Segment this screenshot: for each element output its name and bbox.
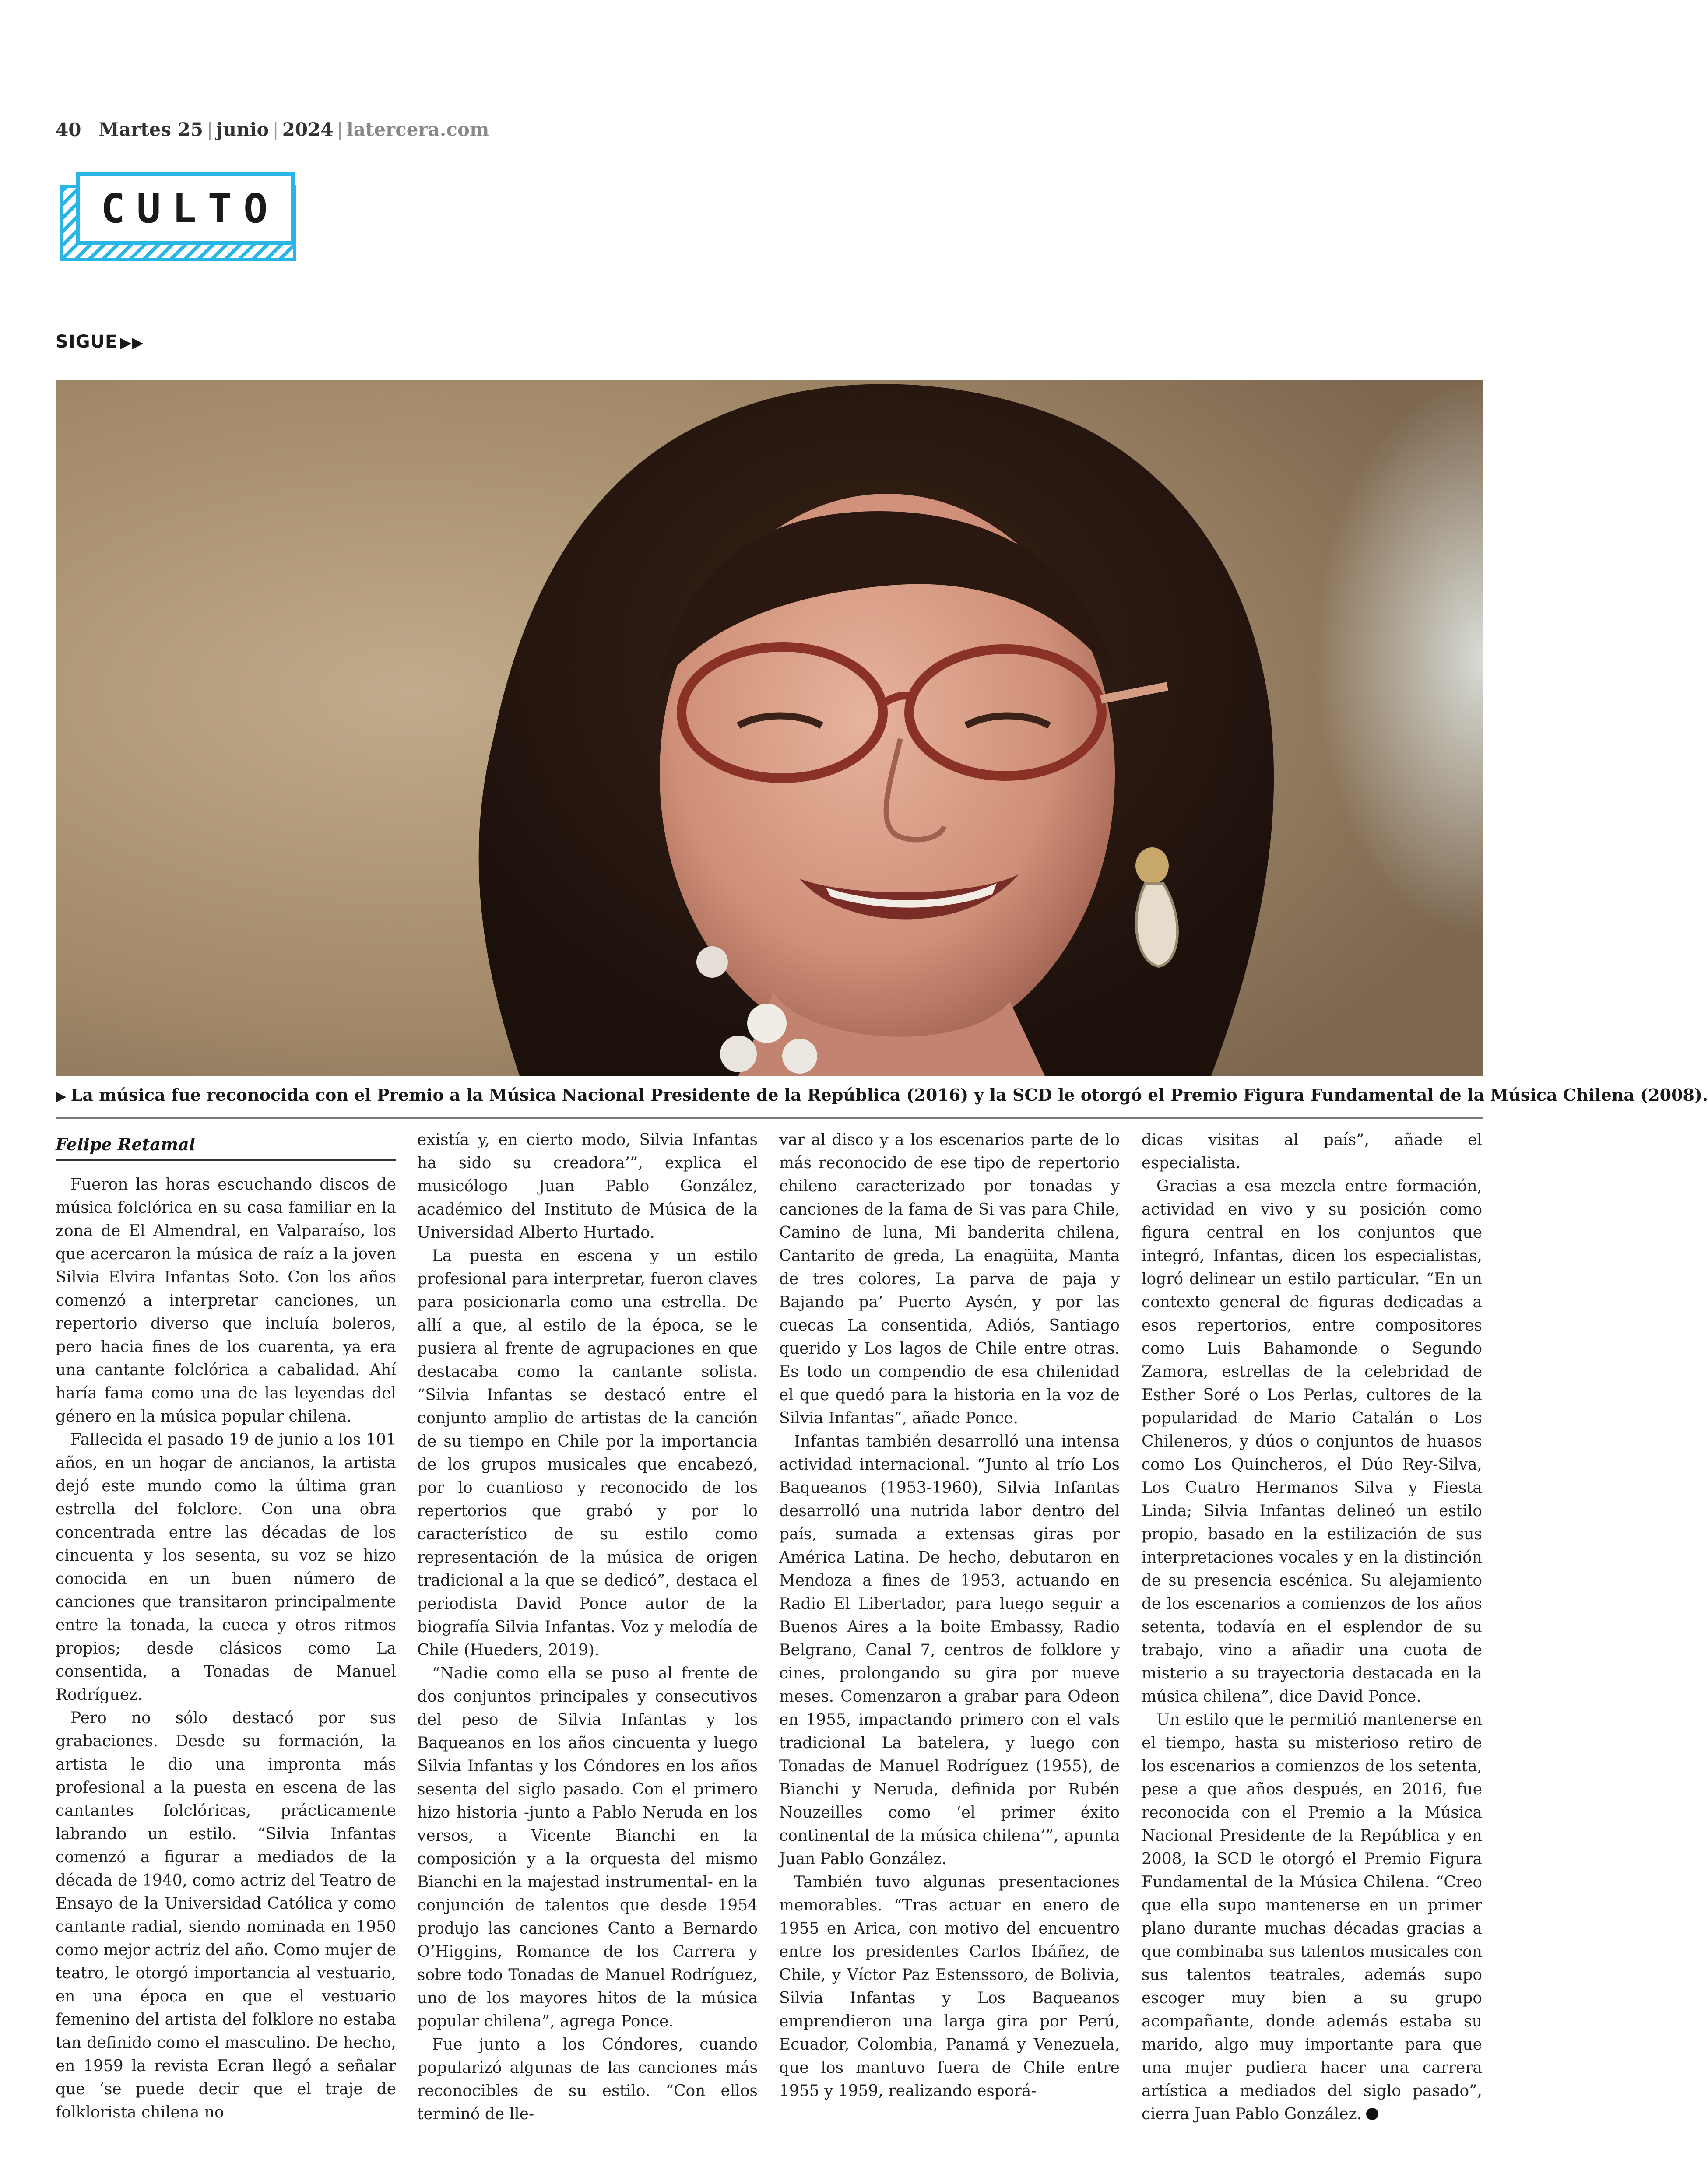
paragraph: Fueron las horas escuchando discos de música folclórica en su casa familiar en la zona de El Almendral, en Valparaíso, los que acercaron la música de raíz a la joven Silvia Elvira Infantas Soto. Con los años comenzó a interpretar canciones, un repertorio diverso que incluía boleros, pero hacia fines de los cuarenta, ya era una cantante folclórica a cabalidad. Ahí haría fama como una de las leyendas del género en la música popular chilena. bbox=[56, 1176, 396, 1426]
paragraph: “Nadie como ella se puso al frente de dos conjuntos principales y consecutivos del peso de Silvia Infantas y los Baqueanos en los años cincuenta y luego Silvia Infantas y los Cóndores en los años sesenta del siglo pasado. Con el primero hizo historia -junto a Pablo Neruda en los versos, a Vicente Bianchi en la composición y a la orquesta del mismo Bianchi en la majestad instrumental- en la conjunción de talentos que desde 1954 produjo las canciones Canto a Bernardo O’Higgins, Romance de los Carrera y sobre todo Tonadas de Manuel Rodríguez, uno de los mayores hitos de la música popular chilena”, agrega Ponce. bbox=[417, 1664, 758, 2030]
article-column-4 bbox=[1142, 1128, 1482, 2126]
date-day: Martes 25 bbox=[98, 119, 204, 140]
author-byline: Felipe Retamal bbox=[56, 1134, 396, 1161]
caption-divider bbox=[56, 1117, 1483, 1119]
end-of-article-icon bbox=[1366, 2108, 1378, 2120]
continue-text: SIGUE bbox=[56, 332, 118, 352]
photo-caption bbox=[56, 1084, 1708, 1107]
page-number: 40 bbox=[56, 119, 81, 140]
article-column-1 bbox=[56, 1173, 396, 2124]
paragraph: Gracias a esa mezcla entre formación, actividad en vivo y su posición como figura central en los conjuntos que integró, Infantas, dicen los especialistas, logró delinear un estilo particular. “En un contexto general de figuras dedicadas a esos repertorios, entre compositores como Luis Bahamonde o Segundo Zamora, estrellas de la celebridad de Esther Soré o Los Perlas, cultores de la popularidad de Mario Catalán o Los Chileneros, y dúos o conjuntos de huasos como Los Quincheros, el Dúo Rey-Silva, Los Cuatro Hermanos Silva y Fiesta Linda; Silvia Infantas delineó un estilo propio, basado en la estilización de sus interpretaciones vocales y en la distinción de su presencia escénica. Su alejamiento de los escenarios a comienzos de los años setenta, todavía en el esplendor de su trabajo, vino a añadir una cuota de misterio a su trayectoria destacada en la música chilena”, dice David Ponce. bbox=[1142, 1177, 1482, 1706]
date-month: junio bbox=[216, 119, 269, 140]
paragraph: dicas visitas al país”, añade el especialista. bbox=[1142, 1131, 1482, 1172]
header-separator: | bbox=[207, 119, 213, 140]
caption-text: La música fue reconocida con el Premio a la Música Nacional Presidente de la República (2016) y la SCD le otorgó el Premio Figura Fundamental de la Música Chilena (2008). bbox=[70, 1085, 1708, 1105]
paragraph: Fue junto a los Cóndores, cuando popularizó algunas de las canciones más reconocibles de su estilo. “Con ellos terminó de lle- bbox=[417, 2036, 758, 2123]
article-column-2 bbox=[417, 1128, 758, 2126]
paragraph-text: Un estilo que le permitió mantenerse en el tiempo, hasta su misterioso retiro de los escenarios a comienzos de los setenta, pese a que años después, en 2016, fue reconocida con el Premio a la Música Nacional Presidente de la República y en 2008, la SCD le otorgó el Premio Figura Fundamental de la Música Chilena. “Creo que ella supo mantenerse en un primer plano durante muchas décadas gracias a que combinaba sus talentos musicales con sus talentos teatrales, además supo escoger muy bien a su grupo acompañante, donde además estaba su marido, algo muy importante para que una mujer pudiera hacer una carrera artística a mediados del siglo pasado”, cierra Juan Pablo González. bbox=[1142, 1711, 1482, 2123]
section-logo bbox=[56, 172, 301, 268]
portrait-photo-icon bbox=[56, 380, 1483, 1076]
paragraph: También tuvo algunas presentaciones memorables. “Tras actuar en enero de 1955 en Arica, con motivo del encuentro entre los presidentes Carlos Ibáñez, de Chile, y Víctor Paz Estenssoro, de Bolivia, Silvia Infantas y Los Baqueanos emprendieron una larga gira por Perú, Ecuador, Colombia, Panamá y Venezuela, que los mantuvo fuera de Chile entre 1955 y 1959, realizando esporá- bbox=[779, 1873, 1120, 2100]
header-separator: | bbox=[272, 119, 279, 140]
paragraph: Fallecida el pasado 19 de junio a los 101 años, en un hogar de ancianos, la artista dejó este mundo como la última gran estrella del folclore. Con una obra concentrada entre las décadas de los cincuenta y los sesenta, su voz se hizo conocida en un buen número de canciones que transitaron principalmente entre la tonada, la cueca y otros ritmos propios; desde clásicos como La consentida, a Tonadas de Manuel Rodríguez. bbox=[56, 1431, 396, 1704]
paragraph: La puesta en escena y un estilo profesional para interpretar, fueron claves para posicionarla como una estrella. De allí a que, al estilo de la época, se le pusiera al frente de agrupaciones en que destacaba como la cantante solista. “Silvia Infantas se destacó entre el conjunto amplio de artistas de la canción de su tiempo en Chile por la importancia de los grupos musicales que encabezó, por lo cuantioso y reconocido de los repertorios que grabó y por lo característico de su estilo como representación de la música de origen tradicional a la que se dedicó”, destaca el periodista David Ponce autor de la biografía Silvia Infantas. Voz y melodía de Chile (Hueders, 2019). bbox=[417, 1247, 758, 1659]
caption-arrow-icon: ▶ bbox=[56, 1088, 67, 1104]
article-column-3 bbox=[779, 1128, 1120, 2103]
paragraph: existía y, en cierto modo, Silvia Infantas ha sido su creadora’”, explica el musicólogo Juan Pablo González, académico del Instituto de Música de la Universidad Alberto Hurtado. bbox=[417, 1131, 758, 1242]
section-label: CULTO bbox=[101, 185, 279, 232]
portrait-photo bbox=[56, 380, 1483, 1076]
date-year: 2024 bbox=[282, 119, 334, 140]
page-header bbox=[56, 117, 489, 144]
paragraph: Pero no sólo destacó por sus grabaciones. Desde su formación, la artista le dio una impronta más profesional a la puesta en escena de las cantantes folclóricas, prácticamente labrando un estilo. “Silvia Infantas comenzó a figurar a mediados de la década de 1940, como actriz del Teatro de Ensayo de la Universidad Católica y como cantante radial, siendo nominada en 1950 como mejor actriz del año. Como mujer de teatro, le otorgó importancia al vestuario, en una época en que el vestuario femenino del artista del folklore no estaba tan definido como el masculino. De hecho, en 1959 la revista Ecran llegó a señalar que ‘se puede decir que el traje de folklorista chilena no bbox=[56, 1709, 396, 2121]
paragraph: var al disco y a los escenarios parte de lo más reconocido de ese tipo de repertorio chileno caracterizado por tonadas y canciones de la fama de Si vas para Chile, Camino de luna, Mi banderita chilena, Cantarito de greda, La enagüita, Manta de tres colores, La parva de paja y Bajando pa’ Puerto Aysén, y por las cuecas La consentida, Adiós, Santiago querido y Los lagos de Chile entre otras. Es todo un compendio de esa chilenidad el que quedó para la historia en la voz de Silvia Infantas”, añade Ponce. bbox=[779, 1131, 1120, 1427]
continue-label bbox=[56, 332, 144, 352]
paragraph-last bbox=[1142, 1708, 1482, 2126]
paragraph: Infantas también desarrolló una intensa actividad internacional. “Junto al trío Los Baqueanos (1953-1960), Silvia Infantas desarrolló una nutrida labor dentro del país, sumada a extensas giras por América Latina. De hecho, debutaron en Mendoza a fines de 1953, actuando en Radio El Libertador, para luego seguir a Buenos Aires a la boite Embassy, Radio Belgrano, Canal 7, centros de folklore y cines, prolongando su gira por nueve meses. Comenzaron a grabar para Odeon en 1955, impactando primero con el vals tradicional La batelera, y luego con Tonadas de Manuel Rodríguez (1955), de Bianchi y Neruda, definida por Rubén Nouzeilles como ‘el primer éxito continental de la música chilena’”, apunta Juan Pablo González. bbox=[779, 1433, 1120, 1868]
double-arrow-icon: ▶▶ bbox=[120, 334, 144, 351]
header-separator: | bbox=[337, 119, 343, 140]
site-link[interactable]: latercera.com bbox=[346, 119, 489, 140]
